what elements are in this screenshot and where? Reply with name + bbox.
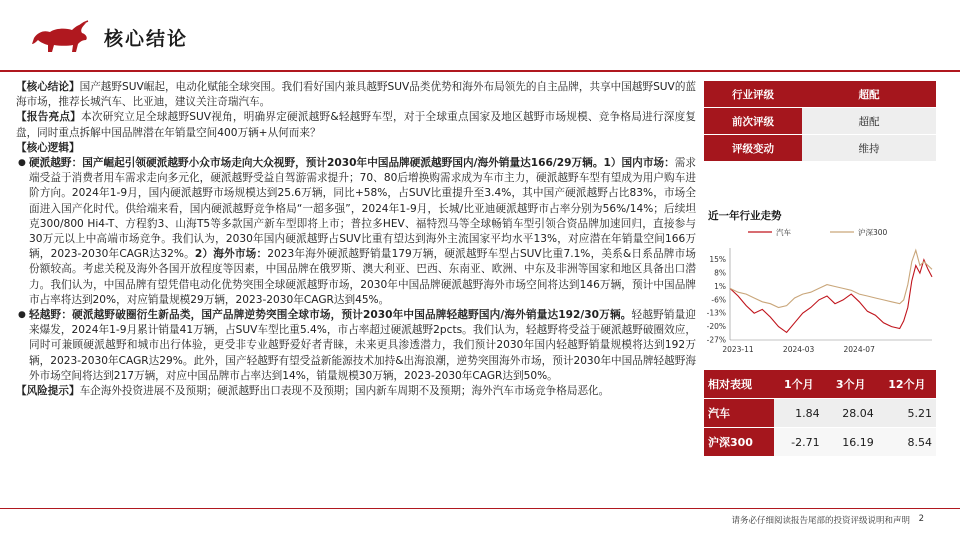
rating-table xyxy=(704,81,936,162)
x-tick-label: 2024-03 xyxy=(782,345,815,354)
performance-header-label: 相对表现 xyxy=(704,370,774,399)
performance-row-hs300 xyxy=(704,428,936,457)
y-tick-label: -20% xyxy=(706,322,726,332)
rating-value: 超配 xyxy=(802,108,936,135)
rating-row xyxy=(704,108,936,135)
risk-label: 【风险提示】 xyxy=(16,385,80,398)
bull-logo-icon xyxy=(32,20,90,56)
rating-row xyxy=(704,81,936,108)
footer-rule xyxy=(0,508,960,509)
industry-trend-chart xyxy=(700,222,940,362)
core-conclusion-label: 【核心结论】 xyxy=(16,81,80,93)
rating-key: 评级变动 xyxy=(704,135,802,162)
core-logic-label: 【核心逻辑】 xyxy=(16,141,80,154)
highlights-label: 【报告亮点】 xyxy=(16,111,81,124)
x-tick-label: 2023-11 xyxy=(722,345,754,354)
light-offroad-text: 轻越野销量迎来爆发，2024年1-9月累计销量41万辆，占SUV车型比重5.4%，市占率超过硬派越野2pcts。我们认为，轻越野将受益于硬派越野破圈效应，同时可兼顾硬派越野和城市出行体验，更受非专业越野爱好者青睐，未来更具渗透潜力，我们预计2030年国内轻越野销量规模将达到192万辆，2023-2030年CAGR达29%。此外，国产轻越野有望受益新能源技术加持&出海浪潮，逆势突围海外市场，预计2030年中国品牌轻越野海外市场空间将达到217万辆，对应中国品牌市占率达到14%，销量规模30万辆，2023-2030年CAGR达到50%。 xyxy=(29,309,697,382)
disclaimer-note: 请务必仔细阅读报告尾部的投资评级说明和声明 xyxy=(731,516,910,526)
rating-key: 前次评级 xyxy=(704,108,802,135)
hardcore-offroad-overseas-label: 2）海外市场： xyxy=(194,248,268,261)
bullet-dot-icon: ● xyxy=(18,158,26,169)
hardcore-offroad-bullet xyxy=(16,156,696,308)
series-line-auto xyxy=(730,260,932,333)
x-tick-label: 2024-07 xyxy=(843,345,875,354)
hardcore-offroad-lead: 硬派越野：国产崛起引领硬派越野小众市场走向大众视野，预计2030年中国品牌硬派越野国内/海外销量达166/29万辆。1）国内市场： xyxy=(29,157,675,170)
chart-title: 近一年行业走势 xyxy=(708,210,782,222)
y-tick-label: 15% xyxy=(709,255,726,265)
performance-3m-value: 28.04 xyxy=(824,399,878,428)
rating-value: 维持 xyxy=(802,135,936,162)
hardcore-offroad-domestic-text: 需求端受益于消费者用车需求走向多元化，硬派越野受益自驾游需求提升；70、80后增换购需求成为车市主力，硬派越野车型有望成为用户购车进阶方向。2024年1-9月，国内硬派越野市场规模达到25.6万辆，同比+58%，占SUV比重提升至3.4%，其中国产硬派越野占比83%，市场全面进入国产化时代。供给端来看，国内硬派越野竞争格局“一超多强”，2024年1-9月，长城/比亚迪硬派越野市占率分别为56%/14%；后续坦克300/800 Hi4-T、方程豹3、山海T5等多款国产新车型即将上市；普拉多HEV、福特烈马等全球畅销车型引领合资品牌加速回归，直接参与30万元以上中高端市场竞争。我们认为，2030年国内硬派越野占SUV比重有望达到海外主流国家平均水平13%，对应潜在年销量空间166万辆，2023-2030年CAGR达32%。 xyxy=(29,157,697,261)
core-conclusion-paragraph xyxy=(16,80,696,110)
performance-row-label: 汽车 xyxy=(704,399,774,428)
performance-header-row xyxy=(704,370,936,399)
performance-header-12m: 12个月 xyxy=(878,370,936,399)
risk-paragraph xyxy=(16,384,696,399)
performance-3m-value: 16.19 xyxy=(824,428,878,457)
y-tick-label: -27% xyxy=(706,335,726,345)
page-number: 2 xyxy=(918,514,924,524)
performance-header-1m: 1个月 xyxy=(774,370,824,399)
header-rule xyxy=(0,70,960,72)
core-conclusion-text: 国产越野SUV崛起，电动化赋能全球突围。我们看好国内兼具越野SUV品类优势和海外布局领先的自主品牌，共享中国越野SUV的蓝海市场，推荐长城汽车、比亚迪，建议关注奇瑞汽车。 xyxy=(16,81,697,109)
page-title: 核心结论 xyxy=(104,28,189,50)
series-line-hs300 xyxy=(730,250,932,307)
y-tick-label: -13% xyxy=(706,308,726,318)
highlights-text: 本次研究立足全球越野SUV视角，明确界定硬派越野&轻越野车型，对于全球重点国家及地区越野市场规模、竞争格局进行深度复盘，同时重点拆解中国品牌潜在年销量空间400万辆+从何而来？ xyxy=(16,111,697,139)
legend-label: 沪深300 xyxy=(858,228,888,237)
risk-text: 车企海外投资进展不及预期；硬派越野出口表现不及预期；国内新车周期不及预期；海外汽车市场竞争格局恶化。 xyxy=(79,385,610,398)
light-offroad-lead: 轻越野：硬派越野破圈衍生新品类，国产品牌逆势突围全球市场，预计2030年中国品牌轻越野国内/海外销量达192/30万辆。 xyxy=(29,309,632,322)
legend-label: 汽车 xyxy=(776,228,791,237)
y-tick-label: 8% xyxy=(714,268,726,278)
rating-key: 行业评级 xyxy=(704,81,802,108)
bullet-dot-icon: ● xyxy=(18,310,26,321)
y-tick-label: 1% xyxy=(714,281,726,291)
performance-1m-value: -2.71 xyxy=(774,428,824,457)
y-tick-label: -6% xyxy=(711,295,726,305)
rating-value: 超配 xyxy=(802,81,936,108)
performance-header-3m: 3个月 xyxy=(824,370,878,399)
performance-12m-value: 8.54 xyxy=(878,428,936,457)
performance-12m-value: 5.21 xyxy=(878,399,936,428)
report-body xyxy=(16,80,696,399)
performance-row-label: 沪深300 xyxy=(704,428,774,457)
performance-table xyxy=(704,370,936,456)
light-offroad-bullet xyxy=(16,308,696,384)
performance-row-auto xyxy=(704,399,936,428)
performance-1m-value: 1.84 xyxy=(774,399,824,428)
rating-row xyxy=(704,135,936,162)
hardcore-offroad-overseas-text: 2023年海外硬派越野销量179万辆，硬派越野车型占SUV比重7.1%，美系&日系品牌市场份额较高。考虑关税及海外各国开放程度等因素，中国品牌在俄罗斯、澳大利亚、巴西、东南亚、欧洲、中东及非洲等国家和地区具备出口潜力。我们认为，中国品牌有望凭借电动化优势突围全球硬派越野市场，2030年中国品牌硬派越野海外市场空间将达到146万辆，预计中国品牌市占率将达到20%，对应销量规模29万辆，2023-2030年CAGR达到45%。 xyxy=(29,248,696,306)
highlights-paragraph xyxy=(16,110,696,140)
core-logic-heading xyxy=(16,141,696,156)
page-header xyxy=(0,0,960,70)
